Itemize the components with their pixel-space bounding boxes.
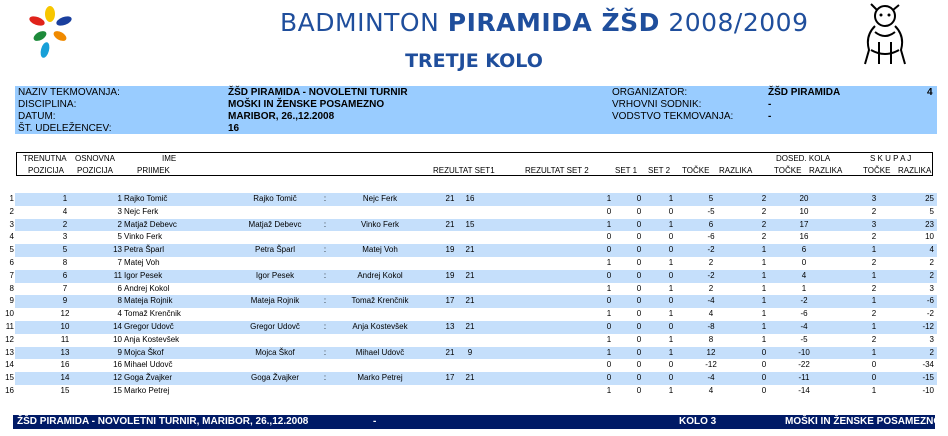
cell-st: 1 bbox=[871, 347, 877, 357]
cell-st: 2 bbox=[871, 334, 877, 344]
cell-st: 1 bbox=[871, 296, 877, 306]
table-row bbox=[0, 193, 948, 206]
cell-p2: Tomaž Krenčnik bbox=[351, 296, 409, 306]
cell-os: 3 bbox=[117, 206, 122, 216]
cell-os: 11 bbox=[113, 270, 122, 280]
cell-sr: -15 bbox=[922, 373, 934, 383]
cell-set1: 1 bbox=[606, 386, 612, 395]
cell-dr: 10 bbox=[799, 206, 809, 216]
cell-s2: 9 bbox=[467, 347, 473, 357]
cell-dr: -11 bbox=[798, 373, 810, 383]
header-skupaj-razlika: RAZLIKA bbox=[898, 166, 932, 175]
cell-tr: 4 bbox=[62, 206, 68, 216]
header-skupaj: S K U P A J bbox=[870, 154, 912, 163]
cell-set1: 1 bbox=[606, 258, 612, 267]
header-trenutna: TRENUTNA bbox=[23, 154, 67, 163]
cell-os: 5 bbox=[117, 232, 122, 242]
cell-p1: Gregor Udovč bbox=[250, 322, 300, 331]
cell-dt: 1 bbox=[761, 334, 767, 344]
cell-dr: -2 bbox=[800, 296, 808, 306]
cell-name: Matej Voh bbox=[124, 258, 160, 267]
cell-r: 6 bbox=[708, 219, 714, 229]
cell-r: -4 bbox=[707, 296, 715, 306]
header-rezultat-set1: REZULTAT SET1 bbox=[433, 166, 495, 175]
sodnik-value: - bbox=[768, 99, 772, 110]
page-title: BADMINTON PIRAMIDA ŽŠD 2008/2009 bbox=[280, 8, 809, 37]
cell-sr: 4 bbox=[929, 245, 934, 255]
table-row bbox=[0, 385, 948, 398]
cell-p1: Matjaž Debevc bbox=[248, 219, 302, 229]
cell-dr: 16 bbox=[799, 232, 809, 242]
cell-set2: 0 bbox=[636, 386, 642, 395]
cell-name: Mihael Udovč bbox=[124, 360, 173, 370]
cell-dr: 1 bbox=[801, 283, 807, 293]
cell-dr: -10 bbox=[798, 347, 810, 357]
cell-dt: 0 bbox=[761, 373, 767, 383]
cell-r: 5 bbox=[708, 194, 714, 203]
cell-p1: Mojca Škof bbox=[255, 347, 295, 357]
cell-os: 7 bbox=[117, 258, 122, 267]
cell-dr: 6 bbox=[801, 245, 807, 255]
cell-sep: : bbox=[323, 194, 327, 203]
table-row bbox=[0, 206, 948, 219]
cell-s2: 21 bbox=[465, 322, 475, 331]
table-row bbox=[0, 244, 948, 257]
cell-t: 1 bbox=[668, 386, 674, 395]
footer-bar bbox=[13, 415, 942, 429]
cell-t: 1 bbox=[668, 258, 674, 267]
footer-dash: - bbox=[373, 416, 377, 427]
cell-r: -8 bbox=[707, 322, 715, 331]
udelezenci-label: ŠT. UDELEŽENCEV: bbox=[18, 123, 112, 134]
cell-dt: 1 bbox=[761, 270, 767, 280]
cell-n: 1 bbox=[9, 194, 14, 203]
cell-sr: 2 bbox=[929, 258, 934, 267]
cell-set2: 0 bbox=[636, 309, 642, 319]
cell-tr: 7 bbox=[62, 283, 68, 293]
cell-p2: Andrej Kokol bbox=[357, 270, 403, 280]
cell-s1: 19 bbox=[445, 270, 455, 280]
cell-s1: 21 bbox=[445, 194, 455, 203]
cell-dt: 0 bbox=[761, 386, 767, 395]
cell-n: 13 bbox=[5, 347, 14, 357]
cell-dt: 1 bbox=[761, 309, 767, 319]
cell-s2: 21 bbox=[465, 270, 475, 280]
cell-s2: 15 bbox=[465, 219, 475, 229]
cell-s2: 21 bbox=[465, 373, 475, 383]
header-set2: SET 2 bbox=[648, 166, 671, 175]
cell-set1: 0 bbox=[606, 245, 612, 255]
cell-dt: 0 bbox=[761, 360, 767, 370]
cell-n: 12 bbox=[5, 334, 14, 344]
naziv-label: NAZIV TEKMOVANJA: bbox=[18, 87, 120, 98]
datum-label: DATUM: bbox=[18, 111, 56, 122]
header-razlika: RAZLIKA bbox=[719, 166, 753, 175]
cell-set1: 1 bbox=[606, 347, 612, 357]
cell-tr: 16 bbox=[60, 360, 70, 370]
cell-r: 2 bbox=[708, 283, 714, 293]
cell-dr: -22 bbox=[798, 360, 810, 370]
cell-t: 0 bbox=[668, 270, 674, 280]
cell-set2: 0 bbox=[636, 270, 642, 280]
table-row bbox=[0, 347, 948, 360]
cell-n: 8 bbox=[9, 283, 14, 293]
cell-dt: 1 bbox=[761, 296, 767, 306]
cell-s2: 16 bbox=[465, 194, 475, 203]
cell-t: 0 bbox=[668, 322, 674, 331]
cell-os: 15 bbox=[113, 386, 122, 395]
cell-s1: 17 bbox=[445, 296, 455, 306]
cell-r: -6 bbox=[707, 232, 715, 242]
cell-set2: 0 bbox=[636, 206, 642, 216]
cell-set2: 0 bbox=[636, 373, 642, 383]
cell-p2: Anja Kostevšek bbox=[352, 322, 408, 331]
cell-dr: 17 bbox=[799, 219, 809, 229]
cell-dt: 2 bbox=[761, 219, 767, 229]
cell-st: 2 bbox=[871, 309, 877, 319]
cell-sr: 2 bbox=[929, 347, 934, 357]
cell-r: -12 bbox=[705, 360, 717, 370]
cell-t: 1 bbox=[668, 194, 674, 203]
cell-set2: 0 bbox=[636, 232, 642, 242]
cell-dt: 2 bbox=[761, 194, 767, 203]
cell-st: 2 bbox=[871, 232, 877, 242]
cell-name: Tomaž Krenčnik bbox=[124, 309, 181, 319]
udelezenci-value: 16 bbox=[228, 123, 240, 134]
cell-set1: 0 bbox=[606, 206, 612, 216]
cell-s1: 17 bbox=[445, 373, 455, 383]
table-row bbox=[0, 283, 948, 296]
table-row bbox=[0, 334, 948, 347]
header-priimek: PRIIMEK bbox=[137, 166, 170, 175]
table-row bbox=[0, 219, 948, 232]
cell-set1: 1 bbox=[606, 309, 612, 319]
cell-name: Marko Petrej bbox=[124, 386, 170, 395]
cell-sep: : bbox=[323, 219, 327, 229]
cell-n: 14 bbox=[5, 360, 14, 370]
cell-sr: 3 bbox=[929, 283, 934, 293]
cell-sr: -12 bbox=[922, 322, 934, 331]
cell-n: 3 bbox=[9, 219, 14, 229]
table-row bbox=[0, 270, 948, 283]
cell-p1: Petra Šparl bbox=[254, 245, 296, 255]
cell-set2: 0 bbox=[636, 347, 642, 357]
cell-n: 11 bbox=[5, 322, 14, 331]
cell-dr: -4 bbox=[800, 322, 808, 331]
cell-st: 1 bbox=[871, 270, 877, 280]
cell-r: 8 bbox=[708, 334, 714, 344]
cell-set2: 0 bbox=[636, 258, 642, 267]
cell-r: -2 bbox=[707, 245, 715, 255]
cell-n: 15 bbox=[5, 373, 14, 383]
cell-set1: 0 bbox=[606, 296, 612, 306]
cell-t: 0 bbox=[668, 232, 674, 242]
cell-name: Rajko Tomič bbox=[124, 194, 168, 203]
cell-tr: 10 bbox=[60, 322, 70, 331]
cell-tr: 8 bbox=[62, 258, 68, 267]
cell-os: 2 bbox=[117, 219, 122, 229]
cell-t: 0 bbox=[668, 245, 674, 255]
cell-st: 1 bbox=[871, 322, 877, 331]
cell-sr: 23 bbox=[925, 219, 934, 229]
cell-r: 2 bbox=[708, 258, 714, 267]
cell-sep: : bbox=[323, 322, 327, 331]
cell-tr: 1 bbox=[62, 194, 68, 203]
cell-set2: 0 bbox=[636, 219, 642, 229]
cell-s1: 19 bbox=[445, 245, 455, 255]
cell-t: 1 bbox=[668, 347, 674, 357]
cell-sr: -10 bbox=[922, 386, 934, 395]
cell-tr: 5 bbox=[62, 245, 68, 255]
header-osnovna: OSNOVNA bbox=[75, 154, 116, 163]
header-rezultat-set2: REZULTAT SET 2 bbox=[525, 166, 589, 175]
cell-t: 1 bbox=[668, 334, 674, 344]
cell-t: 1 bbox=[668, 283, 674, 293]
cell-n: 5 bbox=[9, 245, 14, 255]
cell-st: 3 bbox=[871, 194, 877, 203]
header-tocke: TOČKE bbox=[682, 166, 710, 175]
cell-sr: 10 bbox=[925, 232, 934, 242]
cell-t: 0 bbox=[668, 296, 674, 306]
cell-n: 2 bbox=[9, 206, 14, 216]
sodnik-label: VRHOVNI SODNIK: bbox=[612, 99, 702, 110]
cell-st: 1 bbox=[871, 245, 877, 255]
cell-s2: 21 bbox=[465, 296, 475, 306]
cell-p2: Matej Voh bbox=[362, 245, 398, 255]
table-row bbox=[0, 257, 948, 270]
header-pozicija-2: POZICIJA bbox=[77, 166, 114, 175]
cell-set2: 0 bbox=[636, 360, 642, 370]
cell-dr: 20 bbox=[799, 194, 809, 203]
disciplina-value: MOŠKI IN ŽENSKE POSAMEZNO bbox=[228, 99, 385, 110]
cell-set1: 0 bbox=[606, 360, 612, 370]
cell-set2: 0 bbox=[636, 245, 642, 255]
cell-st: 2 bbox=[871, 258, 877, 267]
page-subtitle: TRETJE KOLO bbox=[405, 50, 543, 72]
competition-info bbox=[15, 86, 937, 134]
cell-os: 16 bbox=[113, 360, 122, 370]
cell-os: 4 bbox=[117, 309, 122, 319]
footer-title: ŽŠD PIRAMIDA - NOVOLETNI TURNIR, MARIBOR, 26.,12.2008 bbox=[17, 416, 309, 427]
cell-set2: 0 bbox=[636, 296, 642, 306]
table-row bbox=[0, 308, 948, 321]
cell-set2: 0 bbox=[636, 322, 642, 331]
organizator-value: ŽŠD PIRAMIDA bbox=[768, 87, 841, 98]
table-row bbox=[0, 231, 948, 244]
cell-set2: 0 bbox=[636, 334, 642, 344]
cell-name: Matjaž Debevc bbox=[124, 219, 177, 229]
cell-name: Petra Šparl bbox=[124, 245, 165, 255]
cell-sep: : bbox=[323, 245, 327, 255]
cell-n: 6 bbox=[9, 258, 14, 267]
cell-dr: 0 bbox=[801, 258, 807, 267]
header-dosed-razlika: RAZLIKA bbox=[809, 166, 843, 175]
cell-set1: 0 bbox=[606, 373, 612, 383]
footer-kolo: KOLO 3 bbox=[679, 416, 717, 427]
cell-p1: Igor Pesek bbox=[255, 270, 295, 280]
cell-t: 0 bbox=[668, 373, 674, 383]
cell-t: 1 bbox=[668, 219, 674, 229]
cell-r: -2 bbox=[707, 270, 715, 280]
cell-p2: Vinko Ferk bbox=[360, 219, 400, 229]
cell-dt: 1 bbox=[761, 322, 767, 331]
cell-st: 3 bbox=[871, 219, 877, 229]
cell-sr: 2 bbox=[929, 270, 934, 280]
cell-t: 1 bbox=[668, 309, 674, 319]
cell-os: 10 bbox=[113, 334, 122, 344]
organizator-number: 4 bbox=[927, 87, 933, 98]
vodstvo-label: VODSTVO TEKMOVANJA: bbox=[612, 111, 734, 122]
cell-st: 2 bbox=[871, 283, 877, 293]
cell-name: Gregor Udovč bbox=[124, 322, 174, 331]
cell-r: 4 bbox=[708, 386, 714, 395]
cell-tr: 3 bbox=[62, 232, 68, 242]
cell-sr: -2 bbox=[926, 309, 934, 319]
table-header bbox=[16, 152, 933, 176]
cell-p2: Marko Petrej bbox=[357, 373, 403, 383]
cell-tr: 15 bbox=[60, 386, 70, 395]
cell-os: 8 bbox=[117, 296, 122, 306]
cell-dt: 1 bbox=[761, 245, 767, 255]
cell-dr: -5 bbox=[800, 334, 808, 344]
table-row bbox=[0, 295, 948, 308]
cell-s1: 21 bbox=[445, 347, 455, 357]
datum-value: MARIBOR, 26.,12.2008 bbox=[228, 111, 335, 122]
cell-st: 0 bbox=[871, 373, 877, 383]
cell-r: -5 bbox=[707, 206, 715, 216]
cell-sr: -34 bbox=[922, 360, 934, 370]
cell-dt: 1 bbox=[761, 283, 767, 293]
cell-st: 2 bbox=[871, 206, 877, 216]
cell-name: Vinko Ferk bbox=[124, 232, 163, 242]
cell-tr: 9 bbox=[62, 296, 68, 306]
cell-set1: 0 bbox=[606, 270, 612, 280]
cell-dt: 1 bbox=[761, 258, 767, 267]
cell-n: 10 bbox=[5, 309, 14, 319]
cell-p2: Nejc Ferk bbox=[362, 194, 398, 203]
cell-os: 12 bbox=[113, 373, 122, 383]
cell-p1: Mateja Rojnik bbox=[250, 296, 300, 306]
cell-n: 4 bbox=[9, 232, 14, 242]
cell-t: 0 bbox=[668, 360, 674, 370]
cell-t: 0 bbox=[668, 206, 674, 216]
cell-dr: -6 bbox=[800, 309, 808, 319]
header-skupaj-tocke: TOČKE bbox=[863, 166, 891, 175]
cell-r: 4 bbox=[708, 309, 714, 319]
cell-set2: 0 bbox=[636, 283, 642, 293]
cell-set2: 0 bbox=[636, 194, 642, 203]
cell-dt: 2 bbox=[761, 206, 767, 216]
cell-sep: : bbox=[323, 373, 327, 383]
cell-r: -4 bbox=[707, 373, 715, 383]
cell-name: Anja Kostevšek bbox=[124, 334, 180, 344]
cell-sr: 25 bbox=[925, 194, 934, 203]
cell-dt: 0 bbox=[761, 347, 767, 357]
cell-tr: 14 bbox=[60, 373, 70, 383]
cell-name: Mojca Škof bbox=[124, 347, 164, 357]
cell-os: 1 bbox=[117, 194, 122, 203]
cell-r: 12 bbox=[706, 347, 716, 357]
header-set1: SET 1 bbox=[615, 166, 638, 175]
cell-p2: Mihael Udovč bbox=[355, 347, 405, 357]
cell-tr: 12 bbox=[60, 309, 70, 319]
cell-sr: -6 bbox=[926, 296, 934, 306]
cell-set1: 1 bbox=[606, 283, 612, 293]
cell-os: 13 bbox=[113, 245, 122, 255]
cell-tr: 2 bbox=[62, 219, 68, 229]
table-row bbox=[0, 372, 948, 385]
cell-sep: : bbox=[323, 347, 327, 357]
footer-discipline: MOŠKI IN ŽENSKE POSAMEZNO bbox=[785, 416, 942, 427]
cell-tr: 11 bbox=[60, 334, 70, 344]
cell-set1: 1 bbox=[606, 194, 612, 203]
cell-n: 16 bbox=[5, 386, 14, 395]
cell-n: 7 bbox=[9, 270, 14, 280]
mascot-icon bbox=[855, 2, 913, 68]
cell-sep: : bbox=[323, 296, 327, 306]
cell-sr: 3 bbox=[929, 334, 934, 344]
cell-name: Nejc Ferk bbox=[124, 206, 159, 216]
cell-p1: Goga Žvajker bbox=[250, 373, 300, 383]
cell-s1: 13 bbox=[445, 322, 455, 331]
cell-set1: 1 bbox=[606, 219, 612, 229]
cell-name: Igor Pesek bbox=[124, 270, 163, 280]
cell-s1: 21 bbox=[445, 219, 455, 229]
cell-dr: -14 bbox=[798, 386, 810, 395]
cell-st: 1 bbox=[871, 386, 877, 395]
header-dosed-kola: DOSED. KOLA bbox=[776, 154, 831, 163]
table-row bbox=[0, 359, 948, 372]
naziv-value: ŽŠD PIRAMIDA - NOVOLETNI TURNIR bbox=[228, 87, 408, 98]
cell-set1: 0 bbox=[606, 322, 612, 331]
cell-tr: 13 bbox=[60, 347, 70, 357]
cell-st: 0 bbox=[871, 360, 877, 370]
cell-tr: 6 bbox=[62, 270, 68, 280]
header-ime: IME bbox=[162, 154, 177, 163]
cell-sr: 5 bbox=[929, 206, 934, 216]
cell-name: Goga Žvajker bbox=[124, 373, 173, 383]
vodstvo-value: - bbox=[768, 111, 772, 122]
cell-set1: 1 bbox=[606, 334, 612, 344]
cell-os: 6 bbox=[117, 283, 122, 293]
organizator-label: ORGANIZATOR: bbox=[612, 87, 688, 98]
header-dosed-tocke: TOČKE bbox=[774, 166, 802, 175]
disciplina-label: DISCIPLINA: bbox=[18, 99, 77, 110]
cell-set1: 0 bbox=[606, 232, 612, 242]
cell-p1: Rajko Tomič bbox=[253, 194, 297, 203]
table-row bbox=[0, 321, 948, 334]
header-pozicija-1: POZICIJA bbox=[28, 166, 65, 175]
cell-s2: 21 bbox=[465, 245, 475, 255]
cell-os: 9 bbox=[117, 347, 122, 357]
cell-os: 14 bbox=[113, 322, 122, 331]
cell-dr: 4 bbox=[801, 270, 807, 280]
cell-name: Andrej Kokol bbox=[124, 283, 170, 293]
cell-name: Mateja Rojnik bbox=[124, 296, 173, 306]
cell-sep: : bbox=[323, 270, 327, 280]
cell-dt: 2 bbox=[761, 232, 767, 242]
cell-n: 9 bbox=[9, 296, 14, 306]
